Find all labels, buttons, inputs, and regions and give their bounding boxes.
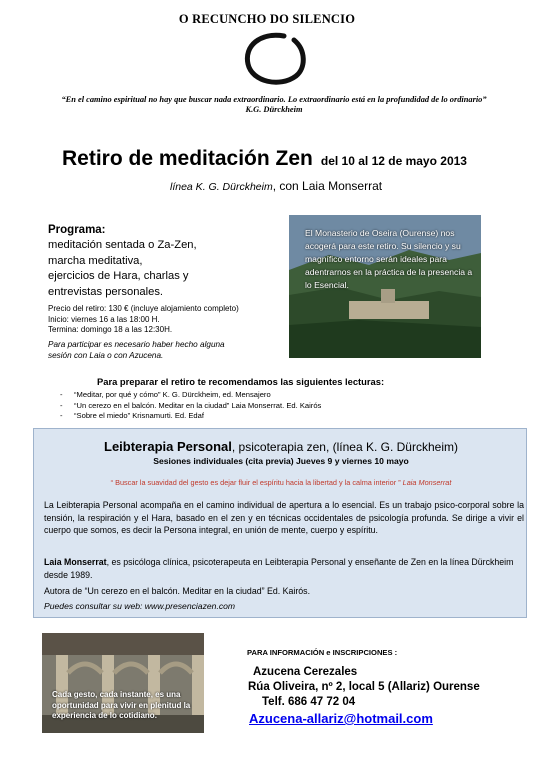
participation-note: Para participar es necesario haber hecho alguna sesión con Laia o con Azucena. <box>48 340 225 360</box>
leib-bio <box>44 556 524 581</box>
leib-author: Autora de “Un cerezo en el balcón. Meditar en la ciudad” Ed. Kairós. <box>44 586 311 596</box>
reading-item: - “Meditar, por qué y cómo” K. G. Dürckheim, ed. Mensajero <box>60 390 321 401</box>
leib-bio-text: , es psicóloga clínica, psicoterapeuta en Leibterapia Personal y enseñante de Zen en la línea Dürckheim desde 1989. <box>44 557 514 580</box>
price-info <box>48 304 239 336</box>
event-dates: del 10 al 12 de mayo 2013 <box>320 154 467 168</box>
program-item: ejercicios de Hara, charlas y <box>48 270 189 282</box>
reading-item: - “Sobre el miedo” Krisnamurti. Ed. Edaf <box>60 411 321 422</box>
contact-name: Azucena Cerezales <box>253 666 358 678</box>
teacher-text: , con Laia Monserrat <box>272 179 383 193</box>
monastery-caption: El Monasterio de Oseira (Ourense) nos acogerá para este retiro. Su silencio y su magnífico entorno serán ideales para adentrarnos en la práctica de la presencia a lo Esencial. <box>305 228 473 290</box>
start-text: Inicio: viernes 16 a las 18:00 H. <box>48 314 160 324</box>
leib-subtitle: Sesiones individuales (cita previa) Jueves 9 y viernes 10 mayo <box>153 456 409 466</box>
leib-title-rest: , psicoterapia zen, (línea K. G. Dürckheim) <box>231 440 458 454</box>
leibterapia-box <box>33 428 527 618</box>
header-quote <box>14 95 534 115</box>
contact-heading: PARA INFORMACIÓN e INSCRIPCIONES : <box>247 648 398 657</box>
leib-title <box>34 439 528 454</box>
price-text: Precio del retiro: 130 € (incluye alojamiento completo) <box>48 304 239 313</box>
leib-quote-author: Laia Monserrat <box>402 478 452 487</box>
program-item: meditación sentada o Za-Zen, <box>48 239 197 251</box>
enso-logo-icon <box>240 30 310 90</box>
brand-title: O RECUNCHO DO SILENCIO <box>178 12 356 26</box>
program-item: marcha meditativa, <box>48 254 143 267</box>
leib-quote-text: “ Buscar la suavidad del gesto es dejar fluir el espíritu hacia la libertad y la calma interior ” <box>110 478 401 487</box>
contact-phone: Telf. 686 47 72 04 <box>262 696 356 708</box>
leib-quote <box>34 478 528 487</box>
monastery-photo <box>289 215 481 358</box>
leib-title-bold: Leibterapia Personal <box>104 439 232 454</box>
contact-address: Rúa Oliveira, nº 2, local 5 (Allariz) Ourense <box>248 681 480 693</box>
event-title-main: Retiro de meditación Zen <box>62 147 313 170</box>
quote-author: K.G. Dürckheim <box>245 105 303 114</box>
leib-bio-name: Laia Monserrat <box>44 557 107 567</box>
readings-heading: Para preparar el retiro te recomendamos las siguientes lecturas: <box>97 376 385 387</box>
quote-text: “En el camino espiritual no hay que buscar nada extraordinario. Lo extraordinario está en la profundidad de lo ordinario” <box>61 95 487 104</box>
lineage-text: línea K. G. Dürckheim <box>170 181 273 193</box>
cloister-caption: Cada gesto, cada instante, es una oportunidad para vivir en plenitud la experiencia de lo cotidiano. <box>52 690 191 720</box>
end-text: Termina: domingo 18 a las 12:30H. <box>48 325 173 334</box>
reading-item: - “Un cerezo en el balcón. Meditar en la ciudad” Laia Monserrat. Ed. Kairós <box>60 401 321 412</box>
leib-web[interactable]: Puedes consultar su web: www.presenciazen.com <box>44 601 236 611</box>
readings-list <box>60 390 321 422</box>
contact-email-link[interactable]: Azucena-allariz@hotmail.com <box>249 711 433 726</box>
event-title <box>62 147 467 171</box>
program-item: entrevistas personales. <box>48 285 164 298</box>
cloister-photo <box>42 633 204 733</box>
program-list <box>48 238 197 300</box>
program-heading: Programa: <box>48 224 106 236</box>
leib-description: La Leibterapia Personal acompaña en el camino individual de apertura a lo esencial. Es un trabajo psico-corporal sobre la tensión, la respiración y el Hara, basado en el zen y en técnicas occidentales de psicología profunda. Se dirige a vivir el cuerpo que somos, es decir la Persona integral, en unión de mente, cuerpo y espíritu. <box>44 500 524 535</box>
event-subtitle <box>170 179 382 193</box>
